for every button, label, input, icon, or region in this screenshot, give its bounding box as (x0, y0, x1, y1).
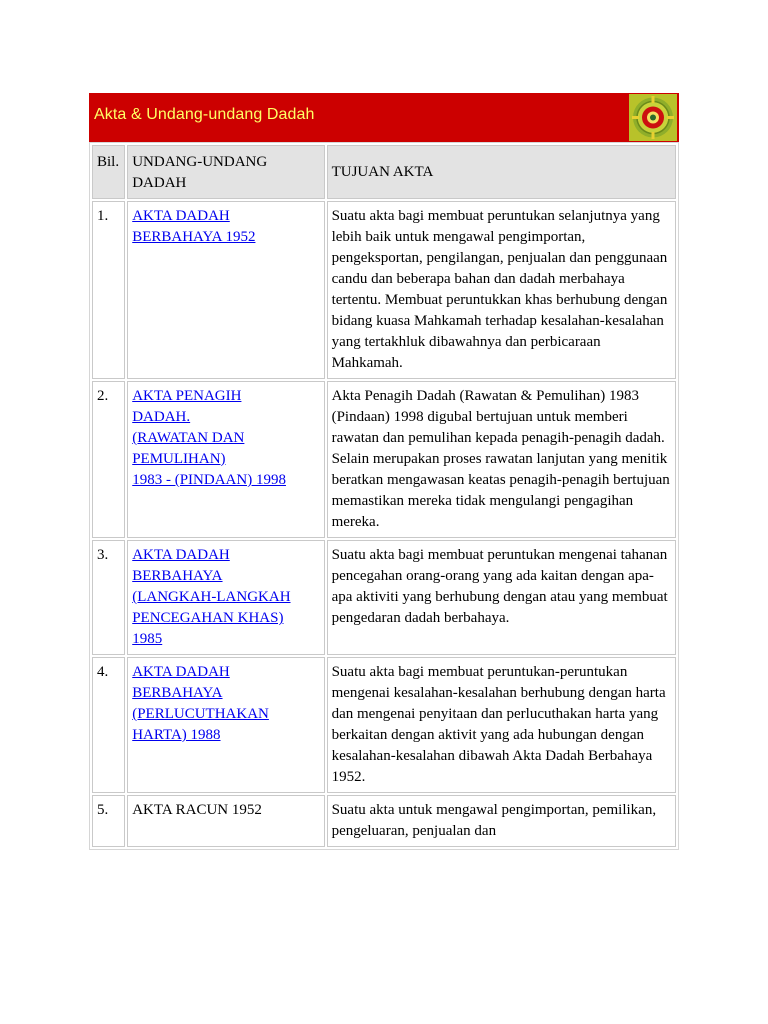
row-law (127, 381, 324, 538)
act-link[interactable] (132, 662, 320, 746)
act-link[interactable] (132, 206, 320, 248)
row-purpose: Suatu akta bagi membuat peruntukan selanjutnya yang lebih baik untuk mengawal pengimportan, pengeksportan, pengilangan, penjualan dan penggunaan candu dan beberapa bahan dan dadah merbahaya tertentu. Membuat peruntukkan khas berhubung dengan bidang kuasa Mahkamah terhadap kesalahan-kesalahan yang tertakhluk dibawahnya dan perbicaraan Mahkamah. (327, 201, 676, 379)
act-link-line: DADAH. (132, 409, 191, 425)
act-link-line: BERBAHAYA 1952 (132, 229, 256, 245)
act-link-line: 1985 (132, 631, 163, 647)
table-row (92, 657, 676, 793)
crest-emblem-icon (629, 94, 677, 141)
table-row (92, 540, 676, 655)
table-row (92, 381, 676, 538)
act-link-line: AKTA DADAH (132, 664, 230, 680)
act-link-line: (RAWATAN DAN (132, 430, 245, 446)
act-link-line: BERBAHAYA (132, 568, 223, 584)
act-link-line: AKTA DADAH (132, 547, 230, 563)
row-law (127, 657, 324, 793)
act-link-line: PENCEGAHAN KHAS) (132, 610, 284, 626)
row-purpose: Suatu akta untuk mengawal pengimportan, pemilikan, pengeluaran, penjualan dan (327, 795, 676, 847)
act-link-line: (PERLUCUTHAKAN (132, 706, 269, 722)
act-link-line: AKTA DADAH (132, 208, 230, 224)
banner-title: Akta & Undang-undang Dadah (94, 106, 315, 123)
row-purpose: Suatu akta bagi membuat peruntukan-peruntukan mengenai kesalahan-kesalahan berhubung dengan harta dan mengenai penyitaan dan perlucuthakan harta yang berkaitan dengan aktivit yang ada hubungan dengan kesalahan-kesalahan dibawah Akta Dadah Berbahaya 1952. (327, 657, 676, 793)
header-number: Bil. (92, 145, 125, 199)
act-link-line: PEMULIHAN) (132, 451, 226, 467)
table-row (92, 795, 676, 847)
row-number: 5. (92, 795, 125, 847)
acts-table (89, 142, 679, 850)
row-number: 2. (92, 381, 125, 538)
act-link-line: HARTA) 1988 (132, 727, 221, 743)
act-link-line: AKTA PENAGIH (132, 388, 242, 404)
title-banner (89, 93, 679, 142)
act-link[interactable] (132, 545, 320, 650)
row-law (127, 540, 324, 655)
row-law (127, 201, 324, 379)
document (89, 93, 679, 850)
act-link-line: BERBAHAYA (132, 685, 223, 701)
row-number: 1. (92, 201, 125, 379)
act-link[interactable] (132, 386, 320, 491)
act-link-line: 1983 - (PINDAAN) 1998 (132, 472, 286, 488)
row-purpose: Suatu akta bagi membuat peruntukan mengenai tahanan pencegahan orang-orang yang ada kaitan dengan apa-apa aktiviti yang berhubung dengan atau yang membuat pengedaran dadah berbahaya. (327, 540, 676, 655)
row-purpose: Akta Penagih Dadah (Rawatan & Pemulihan) 1983 (Pindaan) 1998 digubal bertujuan untuk memberi rawatan dan pemulihan kepada penagih-penagih dadah. Selain merupakan proses rawatan lanjutan yang menitik beratkan mengawasan keatas penagih-penagih bertujuan memastikan mereka tidak mengulangi pengagihan mereka. (327, 381, 676, 538)
table-header-row (92, 145, 676, 199)
row-number: 3. (92, 540, 125, 655)
row-number: 4. (92, 657, 125, 793)
act-link-line: (LANGKAH-LANGKAH (132, 589, 291, 605)
table-row (92, 201, 676, 379)
header-purpose: TUJUAN AKTA (327, 145, 676, 199)
row-law: AKTA RACUN 1952 (127, 795, 324, 847)
header-law: UNDANG-UNDANG DADAH (127, 145, 324, 199)
